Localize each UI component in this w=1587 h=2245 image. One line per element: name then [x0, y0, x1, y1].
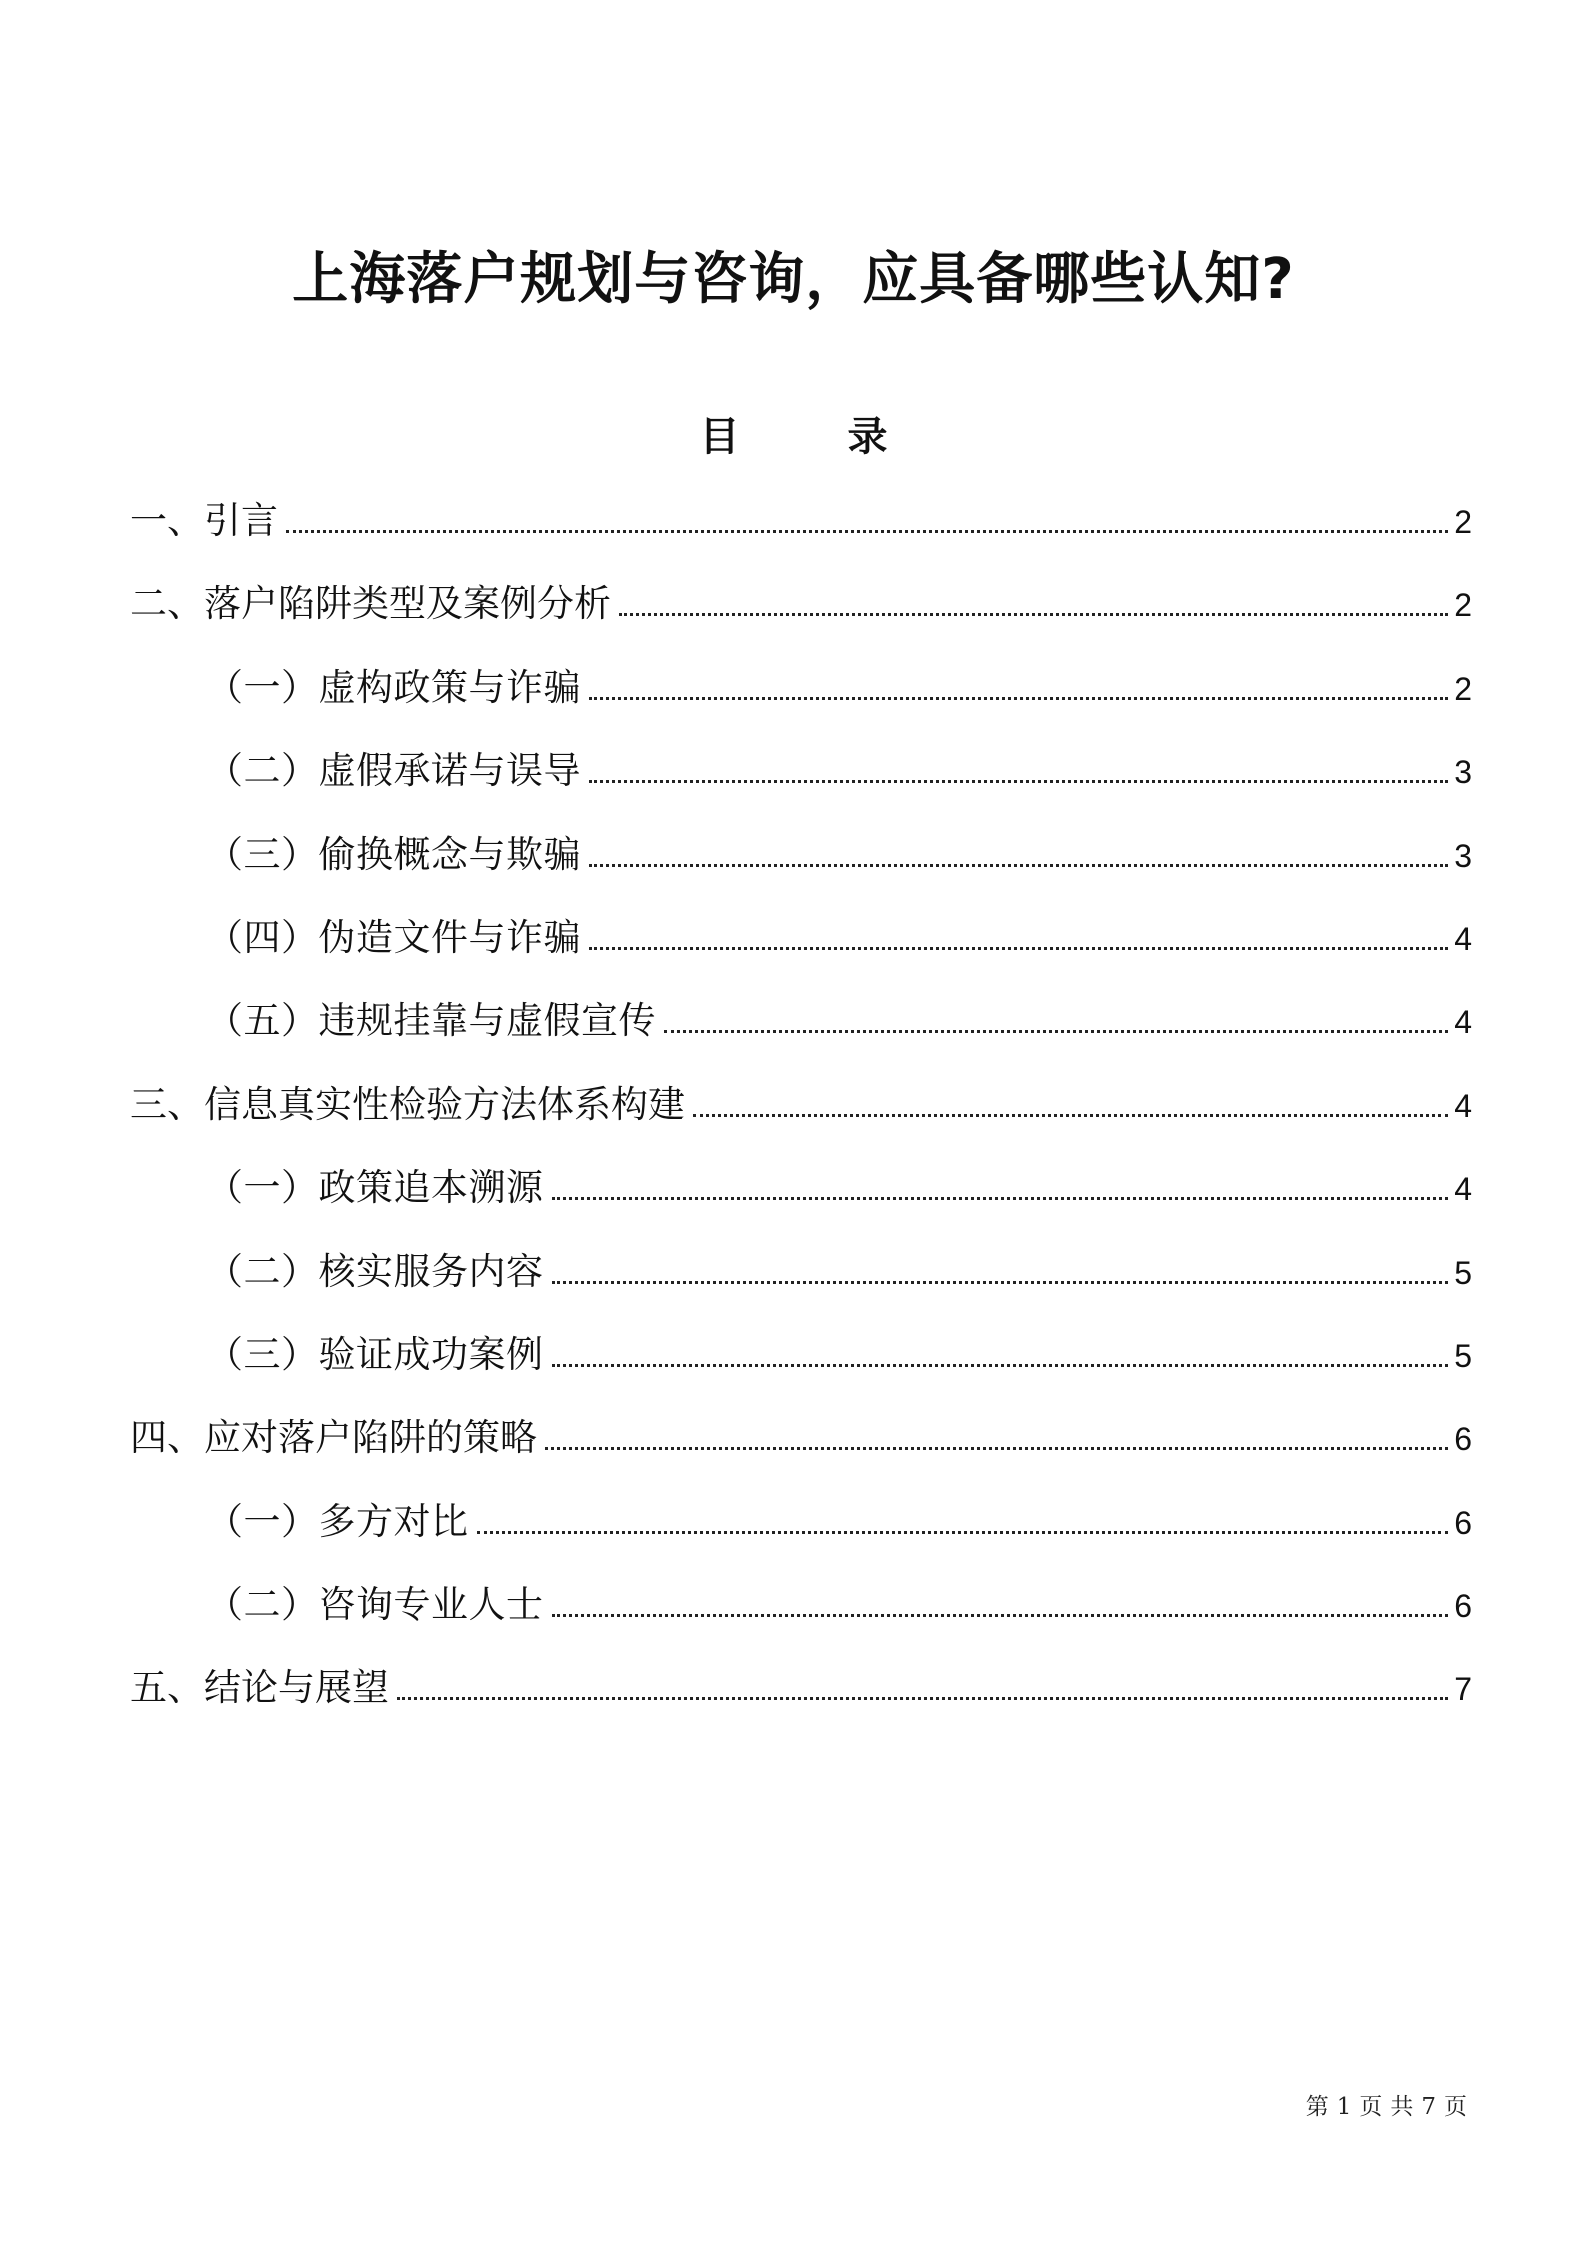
- toc-entry-compare[interactable]: [130, 1498, 1472, 1581]
- dot-leader: [477, 1531, 1449, 1534]
- toc-list: [130, 497, 1472, 1748]
- dot-leader: [286, 530, 1448, 533]
- toc-entry-illegal-affiliation[interactable]: [130, 997, 1472, 1080]
- dot-leader: [397, 1697, 1448, 1700]
- toc-entry-forged-docs[interactable]: [130, 914, 1472, 997]
- toc-entry-page: 2: [1454, 504, 1472, 540]
- dot-leader: [693, 1114, 1448, 1117]
- toc-entry-page: 4: [1454, 920, 1472, 957]
- dot-leader: [552, 1614, 1449, 1617]
- toc-heading-right: 录: [847, 414, 888, 460]
- toc-entry-page: 6: [1454, 1421, 1472, 1458]
- dot-leader: [552, 1197, 1449, 1200]
- toc-entry-page: 2: [1454, 587, 1472, 624]
- toc-entry-conclusion[interactable]: [130, 1664, 1472, 1747]
- toc-entry-label: 四、应对落户陷阱的策略: [130, 1416, 537, 1460]
- toc-entry-page: 7: [1454, 1671, 1472, 1708]
- toc-entry-label: （二）虚假承诺与误导: [206, 749, 581, 793]
- page-footer: [1302, 2088, 1471, 2121]
- dot-leader: [589, 947, 1448, 950]
- toc-entry-page: 4: [1454, 1171, 1472, 1208]
- toc-entry-consult-experts[interactable]: [130, 1581, 1472, 1664]
- footer-total-word: 共: [1390, 2094, 1414, 2120]
- toc-entry-concept-swap[interactable]: [130, 831, 1472, 914]
- toc-entry-page: 6: [1454, 1588, 1472, 1625]
- toc-entry-label: （三）偷换概念与欺骗: [206, 832, 581, 876]
- footer-prefix: 第: [1305, 2094, 1329, 2120]
- toc-entry-verify-cases[interactable]: [130, 1331, 1472, 1414]
- toc-entry-verify-service[interactable]: [130, 1248, 1472, 1331]
- page-title: 上海落户规划与咨询，应具备哪些认知?: [292, 246, 1295, 312]
- toc-entry-fake-policy[interactable]: [130, 664, 1472, 747]
- toc-entry-verification-system[interactable]: [130, 1081, 1472, 1164]
- toc-entry-label: （三）验证成功案例: [206, 1332, 544, 1376]
- toc-entry-label: 五、结论与展望: [130, 1666, 389, 1710]
- toc-entry-label: 三、信息真实性检验方法体系构建: [130, 1082, 685, 1126]
- toc-entry-label: 二、落户陷阱类型及案例分析: [130, 582, 611, 626]
- dot-leader: [664, 1030, 1448, 1033]
- footer-total-pages: 7: [1421, 2094, 1436, 2120]
- footer-page-word: 页: [1359, 2094, 1383, 2120]
- toc-entry-strategies[interactable]: [130, 1414, 1472, 1497]
- footer-suffix: 页: [1444, 2094, 1467, 2120]
- dot-leader: [552, 1281, 1449, 1284]
- toc-entry-label: （四）伪造文件与诈骗: [206, 915, 581, 959]
- toc-entry-label: 一、引言: [130, 499, 278, 542]
- toc-entry-false-promise[interactable]: [130, 747, 1472, 830]
- dot-leader: [589, 864, 1448, 867]
- toc-entry-intro[interactable]: [130, 497, 1472, 580]
- toc-entry-label: （一）虚构政策与诈骗: [206, 665, 581, 709]
- toc-entry-page: 3: [1454, 837, 1472, 874]
- dot-leader: [589, 697, 1448, 700]
- footer-current-page: 1: [1336, 2094, 1352, 2120]
- toc-heading: [0, 413, 1587, 461]
- toc-entry-page: 3: [1454, 754, 1472, 791]
- toc-entry-page: 5: [1454, 1254, 1472, 1291]
- toc-entry-page: 2: [1454, 670, 1472, 707]
- toc-entry-page: 6: [1454, 1504, 1472, 1541]
- toc-entry-page: 4: [1454, 1004, 1472, 1041]
- dot-leader: [589, 780, 1448, 783]
- dot-leader: [619, 613, 1448, 616]
- toc-heading-left: 目: [699, 414, 740, 460]
- toc-entry-page: 4: [1454, 1087, 1472, 1124]
- toc-entry-label: （五）违规挂靠与虚假宣传: [206, 999, 656, 1043]
- toc-entry-label: （一）政策追本溯源: [206, 1166, 544, 1210]
- toc-entry-label: （二）咨询专业人士: [206, 1583, 544, 1627]
- toc-entry-label: （二）核实服务内容: [206, 1249, 544, 1293]
- dot-leader: [545, 1447, 1448, 1450]
- dot-leader: [552, 1364, 1449, 1367]
- toc-entry-page: 5: [1454, 1337, 1472, 1374]
- toc-entry-policy-source[interactable]: [130, 1164, 1472, 1247]
- toc-entry-label: （一）多方对比: [206, 1499, 469, 1543]
- toc-entry-trap-types[interactable]: [130, 580, 1472, 663]
